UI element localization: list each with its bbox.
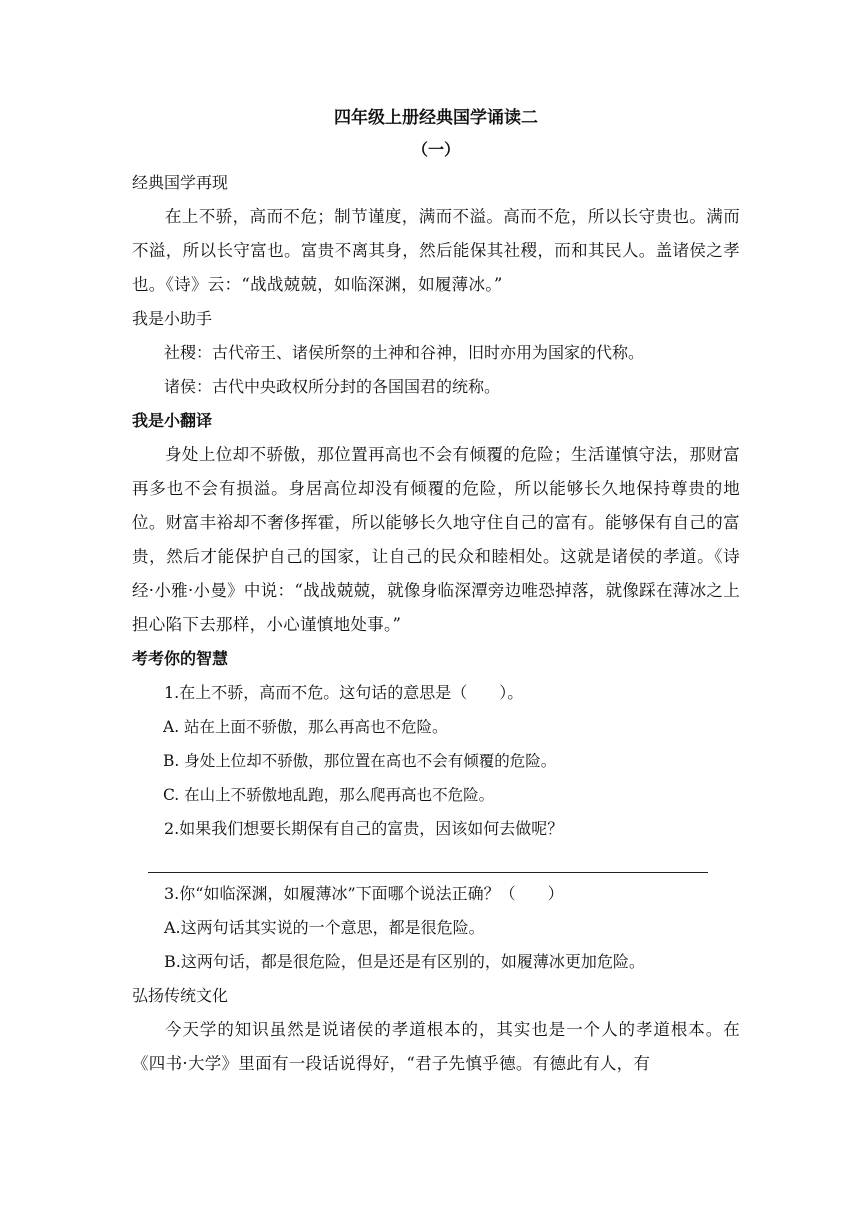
- question-1-option-b: B. 身处上位却不骄傲，那位置在高也不会有倾覆的危险。: [163, 752, 557, 770]
- note-sheji: 社稷：古代帝王、诸侯所祭的土神和谷神，旧时亦用为国家的代称。: [164, 343, 645, 362]
- document-page: [132, 100, 740, 1081]
- section-heading-quiz: 考考你的智慧: [132, 649, 229, 668]
- culture-paragraph: 今天学的知识虽然是说诸侯的孝道根本的，其实也是一个人的孝道根本。在《四书·大学》里面有一段话说得好，“君子先慎乎德。有德此有人，有: [132, 1020, 740, 1073]
- question-3-option-b: B.这两句话，都是很危险，但是还是有区别的，如履薄冰更加危险。: [164, 952, 645, 971]
- section-heading-classic-text: 经典国学再现: [132, 173, 229, 192]
- document-title: 四年级上册经典国学诵读二: [334, 108, 538, 128]
- classic-text-paragraph: 在上不骄，高而不危；制节谨度，满而不溢。高而不危，所以长守贵也。满而不溢，所以长守富也。富贵不离其身，然后能保其社稷，而和其民人。盖诸侯之孝也。《诗》云：“战战兢兢，如临深渊，如履薄冰。”: [132, 207, 740, 294]
- translation-paragraph: 身处上位却不骄傲，那位置再高也不会有倾覆的危险；生活谨慎守法，那财富再多也不会有损溢。身居高位却没有倾覆的危险，所以能够长久地保持尊贵的地位。财富丰裕却不奢侈挥霍，所以能够长久地守住自己的富有。能够保有自己的富贵，然后才能保护自己的国家，让自己的民众和睦相处。这就是诸侯的孝道。《诗经·小雅·小曼》中说：“战战兢兢，就像身临深潭旁边唯恐掉落，就像踩在薄冰之上担心陷下去那样，小心谨慎地处事。”: [132, 445, 740, 634]
- question-3-option-a: A.这两句话其实说的一个意思，都是很危险。: [164, 918, 485, 937]
- question-2: 2.如果我们想要长期保有自己的富贵，因该如何去做呢？: [164, 819, 564, 838]
- question-1-option-a: A. 站在上面不骄傲，那么再高也不危险。: [163, 718, 448, 736]
- question-3: 3.你“如临深渊，如履薄冰”下面哪个说法正确？（ ）: [164, 884, 564, 903]
- answer-line[interactable]: [148, 856, 708, 873]
- section-heading-helper: 我是小助手: [132, 309, 213, 328]
- question-1-option-c: C. 在山上不骄傲地乱跑，那么爬再高也不危险。: [163, 786, 495, 804]
- note-zhuhou: 诸侯：古代中央政权所分封的各国国君的统称。: [164, 377, 501, 396]
- document-subtitle: （一）: [411, 140, 460, 159]
- section-heading-culture: 弘扬传统文化: [132, 986, 229, 1005]
- question-1: 1.在上不骄，高而不危。这句话的意思是（ ）。: [164, 683, 524, 702]
- section-heading-translation: 我是小翻译: [132, 411, 213, 430]
